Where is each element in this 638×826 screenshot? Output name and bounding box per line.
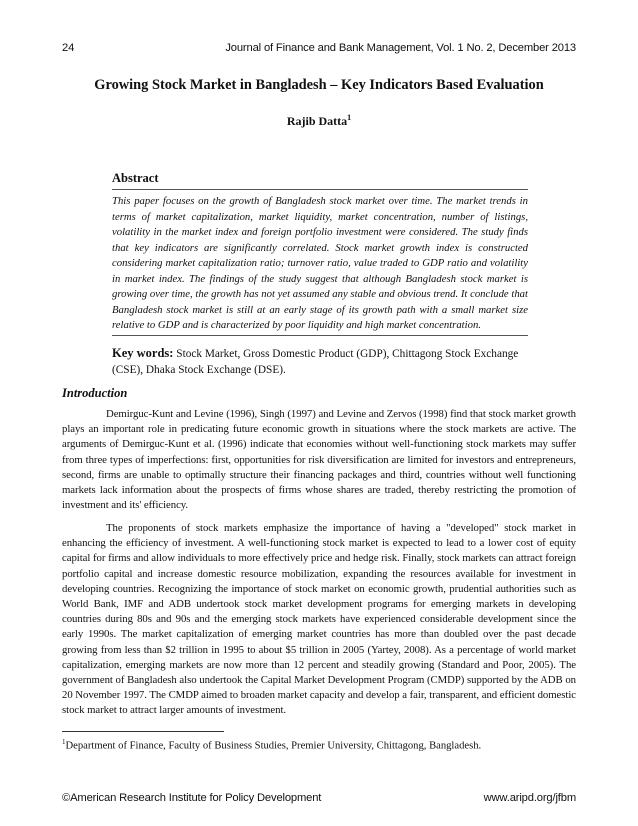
keywords-text: Stock Market, Gross Domestic Product (GDP), Chittagong Stock Exchange (CSE), Dhaka Stock Exchange (DSE). bbox=[112, 348, 519, 376]
author-line bbox=[40, 113, 598, 129]
introduction-paragraph-1: Demirguc-Kunt and Levine (1996), Singh (1997) and Levine and Zervos (1998) find that stock market growth plays an important role in predicating future economic growth in situations where the stock markets are active. The arguments of Demirguc-Kunt et al. (1996) indicate that economies without well-functioning stock markets may suffer from three types of imperfections: first, opportunities for risk diversification are limited for investors and entrepreneurs, second, firms are unable to optimally structure their financing packages and third, countries without well functioning markets lack information about the prospects of firms whose shares are traded, thereby restricting the promotion of investment and its' efficiency. bbox=[62, 408, 576, 512]
footnote-text: Department of Finance, Faculty of Business Studies, Premier University, Chittagong, Bangladesh. bbox=[65, 740, 482, 752]
abstract-top-rule bbox=[112, 189, 528, 190]
footnote-mark: 1 bbox=[62, 738, 66, 746]
author-footnote-mark: 1 bbox=[347, 113, 352, 122]
author-name: Rajib Datta bbox=[286, 114, 348, 128]
footnote-rule bbox=[62, 731, 224, 732]
running-footer bbox=[62, 792, 576, 808]
introduction-heading: Introduction bbox=[62, 386, 128, 400]
publisher-credit: ©American Research Institute for Policy Development bbox=[62, 792, 322, 804]
journal-url: www.aripd.org/jfbm bbox=[483, 792, 576, 804]
abstract-bottom-rule bbox=[112, 335, 528, 336]
keywords bbox=[112, 346, 528, 378]
keywords-label: Key words: bbox=[112, 346, 174, 360]
abstract-text: This paper focuses on the growth of Bangladesh stock market over time. The market trends in terms of market capitalization, market liquidity, market concentration, number of listings, volatility in the market index and foreign portfolio investment were considered. The study finds that key indicators are significantly correlated. Stock market growth index is constructed considering market capitalization ratio; turnover ratio, value traded to GDP ratio and volatility in market index. The findings of the study suggest that although Bangladesh stock market is growing over time, the growth has not yet assumed any stable and obvious trend. It conclude that Bangladesh stock market is still at an early stage of its growth path with a small market size relative to GDP and is characterized by poor liquidity and high market concentration. bbox=[112, 195, 528, 331]
abstract-heading: Abstract bbox=[112, 171, 159, 185]
running-header bbox=[62, 42, 576, 58]
footnote bbox=[62, 738, 576, 752]
introduction-paragraph-2: The proponents of stock markets emphasize the importance of having a "developed" stock market in enhancing the efficiency of investment. A well-functioning stock market is expected to lead to a lower cost of equity capital for firms and allow individuals to more effectively price and hedge risk. Finally, stock markets can attract foreign portfolio capital and increase domestic resource mobilization, expanding the resources available for investment in developing countries. Recognizing the importance of stock market on economic growth, prudential authorities such as World Bank, IMF and ADB undertook stock market development programs for emerging markets in developing countries during 80s and 90s and the emerging stock markets have experienced considerable development since the early 1990s. The market capitalization of emerging market countries has more than doubled over the past decade growing from less than $2 trillion in 1995 to about $5 trillion in 2005 (Yartey, 2008). As a percentage of world market capitalization, emerging markets are now more than 12 percent and steadily growing (Standard and Poor, 2005). The government of Bangladesh also undertook the Capital Market Development Program (CMDP) supported by the ADB on 20 November 1997. The CMDP aimed to broaden market capacity and develop a fair, transparent, and efficient domestic stock market to attract larger amounts of investment. bbox=[62, 522, 576, 717]
page-number: 24 bbox=[62, 42, 75, 54]
paper-title: Growing Stock Market in Bangladesh – Key Indicators Based Evaluation bbox=[94, 77, 544, 93]
journal-citation: Journal of Finance and Bank Management, Vol. 1 No. 2, December 2013 bbox=[225, 42, 576, 54]
